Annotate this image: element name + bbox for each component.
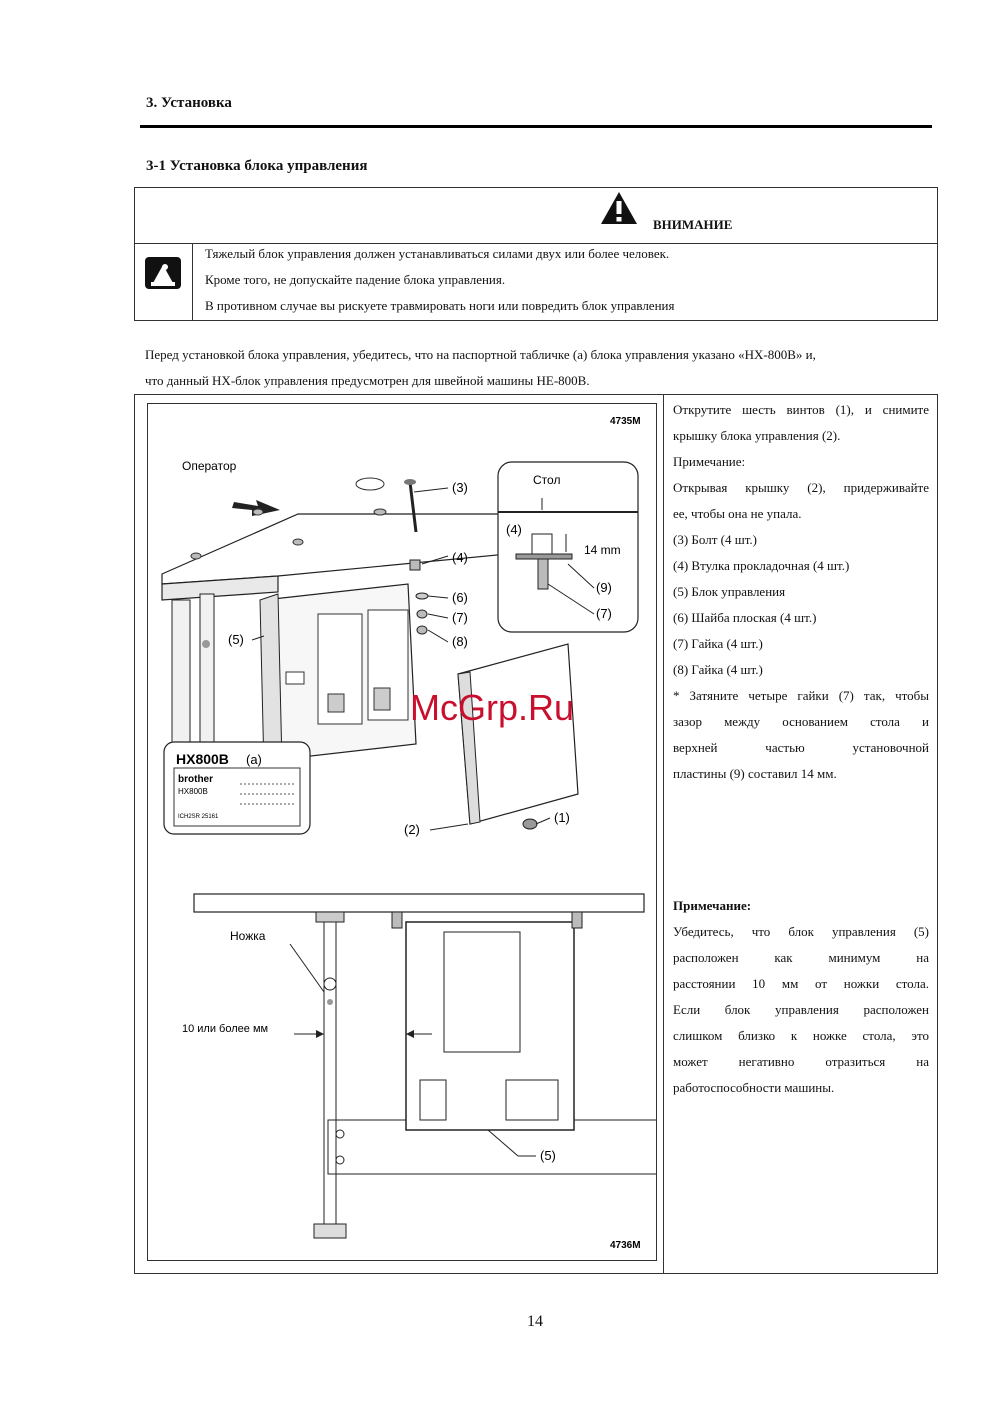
warning-line-3: В противном случае вы рискуете травмировать ноги или повредить блок управления	[205, 298, 675, 313]
instr-line-6: (3) Болт (4 шт.)	[673, 532, 757, 547]
figure-code-top: 4735M	[610, 416, 641, 427]
callout-4: (4)	[452, 550, 468, 565]
note-line-7: работоспособности машины.	[673, 1080, 835, 1095]
instr-line-12: * Затяните четыре гайки (7) так, чтобы	[673, 688, 929, 703]
instr-line-1: Открутите шесть винтов (1), и снимите	[673, 402, 929, 417]
note-line-6: может негативно отразиться на	[673, 1054, 929, 1069]
warning-line-1: Тяжелый блок управления должен устанавливаться силами двух или более человек.	[205, 246, 670, 261]
instr-line-4: Открывая крышку (2), придерживайте	[673, 480, 929, 495]
callout-6: (6)	[452, 590, 468, 605]
subsection-title: 3-1 Установка блока управления	[146, 158, 368, 174]
column-divider	[663, 395, 664, 1273]
leg-label: Ножка	[230, 929, 266, 943]
installation-figure	[147, 403, 657, 1261]
note-line-1: Убедитесь, что блок управления (5)	[673, 924, 929, 939]
note-line-4: Если блок управления расположен	[673, 1002, 929, 1017]
callout-8: (8)	[452, 634, 468, 649]
callout-9: (9)	[596, 580, 612, 595]
callout-1: (1)	[554, 810, 570, 825]
header-rule	[140, 125, 932, 128]
distance-label: 10 или более мм	[182, 1023, 269, 1035]
instr-line-5: ее, чтобы она не упала.	[673, 506, 802, 521]
plate-line-1: HX800B	[178, 787, 208, 796]
table-top-front	[194, 894, 644, 912]
plate-ref: (a)	[246, 752, 262, 767]
section-title: 3. Установка	[146, 95, 232, 111]
note-line-5: слишком близко к ножке стола, это	[673, 1028, 929, 1043]
callout-2: (2)	[404, 822, 420, 837]
gap-label: 14 mm	[584, 543, 621, 557]
callout-5-top: (5)	[228, 632, 244, 647]
table-top	[162, 514, 508, 584]
main-content-box	[134, 394, 938, 1274]
installation-diagram	[148, 404, 656, 1260]
callout-7-left: (7)	[452, 610, 468, 625]
plate-line-2: ICH2SR 25161	[178, 814, 219, 820]
warning-line-2: Кроме того, не допускайте падение блока управления.	[205, 272, 506, 287]
warning-box	[134, 187, 938, 321]
callout-3: (3)	[452, 480, 468, 495]
instr-line-10: (7) Гайка (4 шт.)	[673, 636, 763, 651]
intro-line-1: Перед установкой блока управления, убедитесь, что на паспортной табличке (а) блока управления указано «HX-800B» и,	[145, 347, 816, 362]
instr-line-11: (8) Гайка (4 шт.)	[673, 662, 763, 677]
instr-line-8: (5) Блок управления	[673, 584, 786, 599]
warning-header	[135, 188, 937, 244]
callout-5-bottom: (5)	[540, 1148, 556, 1163]
intro-line-2: что данный HX-блок управления предусмотрен для швейной машины HE-800B.	[145, 373, 590, 388]
operator-label: Оператор	[182, 459, 237, 473]
warning-title: ВНИМАНИЕ	[653, 217, 733, 232]
instr-line-14: верхней частью установочной	[673, 740, 929, 755]
warning-icon-cell	[135, 243, 193, 321]
instr-line-13: зазор между основанием стола и	[673, 714, 929, 729]
page-number: 14	[527, 1313, 543, 1330]
warning-triangle-icon	[599, 190, 639, 226]
instr-line-3: Примечание:	[673, 454, 746, 469]
falling-object-icon	[135, 243, 193, 321]
table-leg	[324, 912, 336, 1232]
note-title: Примечание:	[673, 898, 752, 913]
instr-line-15: пластины (9) составил 14 мм.	[673, 766, 837, 781]
note-line-3: расстоянии 10 мм от ножки стола.	[673, 976, 929, 991]
plate-model: HX800B	[176, 751, 229, 767]
instr-line-9: (6) Шайба плоская (4 шт.)	[673, 610, 817, 625]
watermark: McGrp.Ru	[410, 687, 575, 728]
instr-line-7: (4) Втулка прокладочная (4 шт.)	[673, 558, 850, 573]
callout-7: (7)	[596, 606, 612, 621]
instr-line-2: крышку блока управления (2).	[673, 428, 841, 443]
figure-code-bottom: 4736M	[610, 1240, 641, 1251]
plate-brand: brother	[178, 774, 213, 785]
table-label: Стол	[533, 473, 561, 487]
callout-4-inset: (4)	[506, 522, 522, 537]
note-line-2: расположен как минимум на	[673, 950, 929, 965]
rating-plate	[286, 672, 304, 684]
